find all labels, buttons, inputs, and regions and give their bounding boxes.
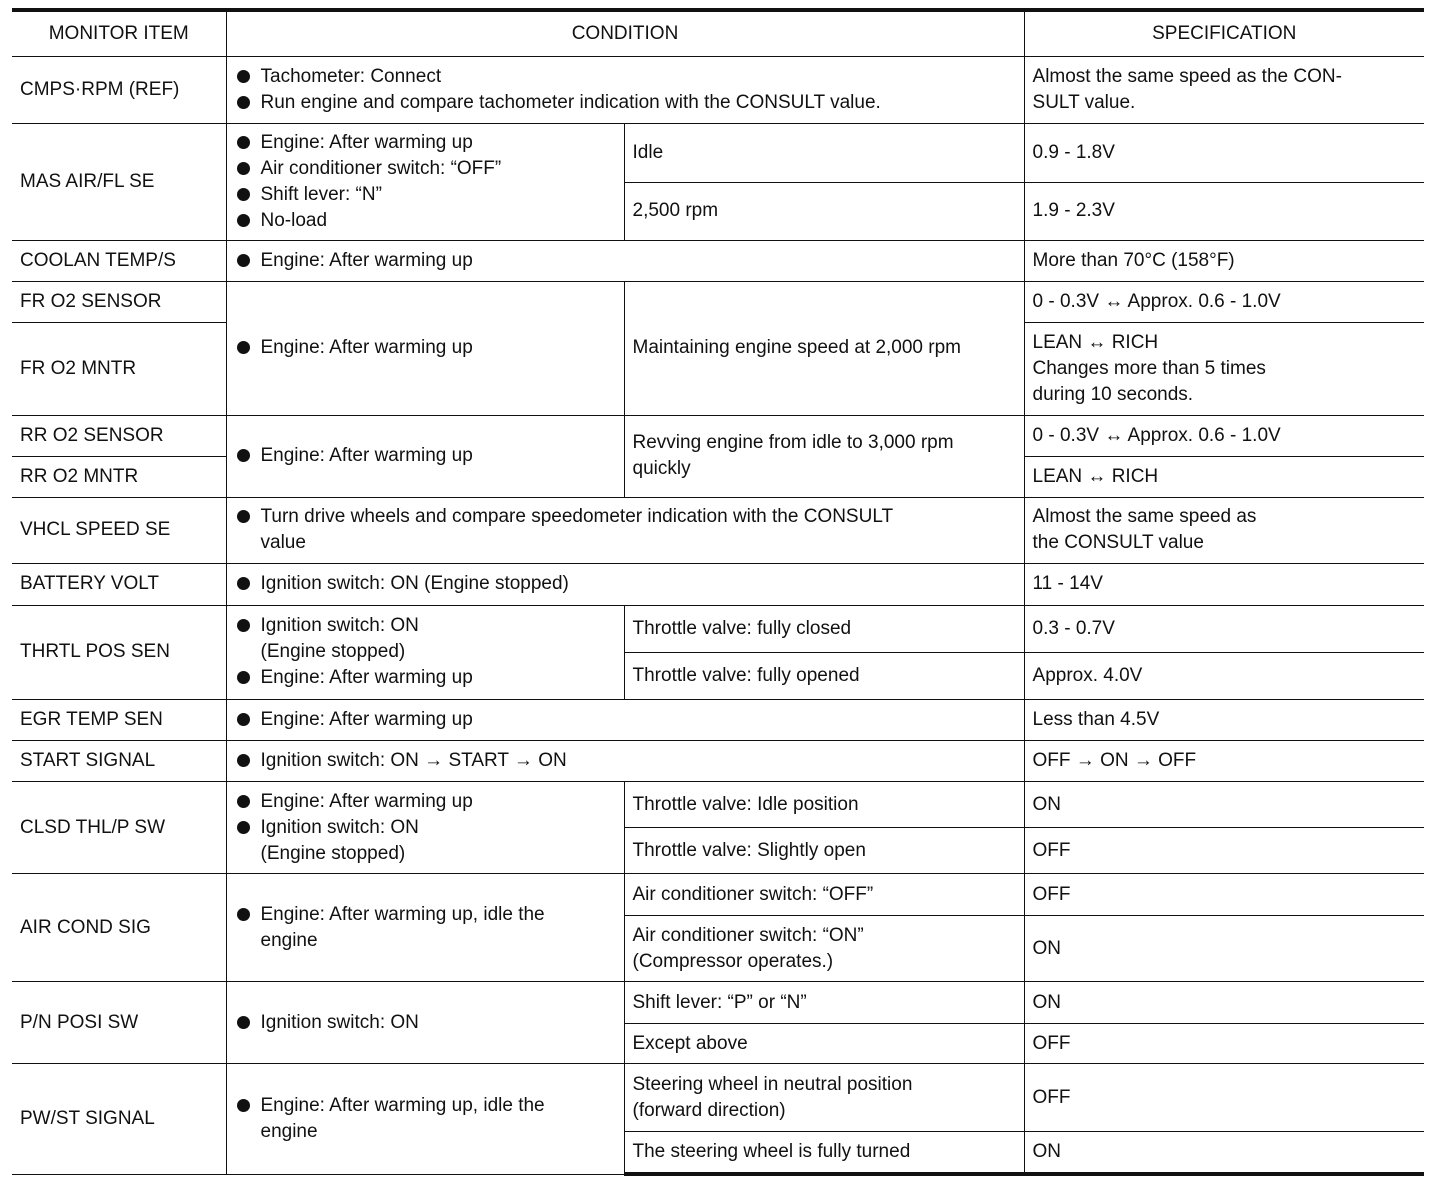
condition-bullet: Engine: After warming up, idle the engine — [235, 1093, 616, 1145]
spec-cell: 0.9 - 1.8V — [1024, 123, 1424, 182]
monitor-item-cell: START SIGNAL — [12, 741, 226, 782]
condition-bullet: Engine: After warming up — [235, 248, 1016, 274]
monitor-item-cell: FR O2 MNTR — [12, 322, 226, 415]
spec-cell: More than 70°C (158°F) — [1024, 240, 1424, 281]
sub-condition-cell: Revving engine from idle to 3,000 rpm quickly — [624, 415, 1024, 497]
spec-cell: 1.9 - 2.3V — [1024, 182, 1424, 240]
header-specification: SPECIFICATION — [1024, 10, 1424, 56]
sub-condition-cell: Shift lever: “P” or “N” — [624, 982, 1024, 1024]
condition-cell — [226, 497, 1024, 563]
monitor-item-cell: RR O2 SENSOR — [12, 415, 226, 456]
condition-bullet: Engine: After warming up, idle the engine — [235, 902, 616, 954]
condition-cell — [226, 123, 624, 240]
monitor-item-cell: PW/ST SIGNAL — [12, 1064, 226, 1174]
condition-bullet: Engine: After warming up — [235, 707, 1016, 733]
sub-condition-cell: Throttle valve: Idle position — [624, 782, 1024, 828]
condition-bullet: Ignition switch: ON → START → ON — [235, 748, 1016, 774]
condition-cell — [226, 240, 1024, 281]
sub-condition-cell: Throttle valve: Slightly open — [624, 828, 1024, 874]
condition-cell — [226, 782, 624, 874]
spec-cell: OFF — [1024, 828, 1424, 874]
header-row — [12, 10, 1424, 56]
condition-bullet: Engine: After warming up — [235, 665, 616, 691]
monitor-item-cell: BATTERY VOLT — [12, 563, 226, 605]
spec-cell: Approx. 4.0V — [1024, 652, 1424, 699]
spec-cell: OFF — [1024, 874, 1424, 916]
condition-bullet: Turn drive wheels and compare speedometer indication with the CONSULT value — [235, 504, 1016, 556]
condition-cell — [226, 982, 624, 1064]
monitor-item-cell: THRTL POS SEN — [12, 605, 226, 699]
table-row — [12, 123, 1424, 182]
spec-cell: LEAN ↔ RICH Changes more than 5 times during 10 seconds. — [1024, 322, 1424, 415]
monitor-item-cell: VHCL SPEED SE — [12, 497, 226, 563]
sub-condition-cell: Throttle valve: fully closed — [624, 605, 1024, 652]
condition-bullet: Ignition switch: ON (Engine stopped) — [235, 815, 616, 867]
condition-bullet: Air conditioner switch: “OFF” — [235, 156, 616, 182]
condition-bullet: Engine: After warming up — [235, 443, 616, 469]
monitor-item-cell: CLSD THL/P SW — [12, 782, 226, 874]
spec-cell: ON — [1024, 1132, 1424, 1174]
condition-bullet: No-load — [235, 208, 616, 234]
condition-bullet: Engine: After warming up — [235, 335, 616, 361]
spec-cell: OFF — [1024, 1024, 1424, 1064]
monitor-item-cell: MAS AIR/FL SE — [12, 123, 226, 240]
table-row — [12, 415, 1424, 456]
condition-bullet: Ignition switch: ON — [235, 1010, 616, 1036]
spec-cell: 11 - 14V — [1024, 563, 1424, 605]
monitor-spec-table — [12, 8, 1424, 1176]
condition-bullet: Shift lever: “N” — [235, 182, 616, 208]
spec-cell: Almost the same speed as the CON- SULT value. — [1024, 56, 1424, 123]
spec-cell: Less than 4.5V — [1024, 700, 1424, 741]
condition-cell — [226, 1064, 624, 1174]
sub-condition-cell: Except above — [624, 1024, 1024, 1064]
sub-condition-cell: Air conditioner switch: “OFF” — [624, 874, 1024, 916]
condition-cell — [226, 415, 624, 497]
spec-cell: 0 - 0.3V ↔ Approx. 0.6 - 1.0V — [1024, 281, 1424, 322]
condition-cell — [226, 605, 624, 699]
table-row — [12, 782, 1424, 828]
spec-cell: ON — [1024, 782, 1424, 828]
condition-bullet: Engine: After warming up — [235, 789, 616, 815]
condition-cell — [226, 700, 1024, 741]
condition-bullet: Ignition switch: ON (Engine stopped) — [235, 571, 1016, 597]
monitor-item-cell: P/N POSI SW — [12, 982, 226, 1064]
table-row — [12, 240, 1424, 281]
spec-cell: Almost the same speed as the CONSULT value — [1024, 497, 1424, 563]
monitor-item-cell: COOLAN TEMP/S — [12, 240, 226, 281]
header-condition: CONDITION — [226, 10, 1024, 56]
monitor-item-cell: RR O2 MNTR — [12, 456, 226, 497]
condition-cell — [226, 741, 1024, 782]
table-row — [12, 874, 1424, 916]
condition-bullet: Run engine and compare tachometer indication with the CONSULT value. — [235, 90, 1016, 116]
condition-bullet: Tachometer: Connect — [235, 64, 1016, 90]
table-row — [12, 982, 1424, 1024]
spec-cell: LEAN ↔ RICH — [1024, 456, 1424, 497]
table-row — [12, 497, 1424, 563]
table-row — [12, 281, 1424, 322]
condition-bullet: Engine: After warming up — [235, 130, 616, 156]
condition-cell — [226, 56, 1024, 123]
condition-bullet: Ignition switch: ON (Engine stopped) — [235, 613, 616, 665]
sub-condition-cell: 2,500 rpm — [624, 182, 1024, 240]
table-row — [12, 605, 1424, 652]
monitor-item-cell: FR O2 SENSOR — [12, 281, 226, 322]
spec-cell: OFF → ON → OFF — [1024, 741, 1424, 782]
spec-cell: OFF — [1024, 1064, 1424, 1132]
sub-condition-cell: The steering wheel is fully turned — [624, 1132, 1024, 1174]
table-row — [12, 1064, 1424, 1132]
condition-cell — [226, 281, 624, 415]
header-monitor-item: MONITOR ITEM — [12, 10, 226, 56]
sub-condition-cell: Idle — [624, 123, 1024, 182]
table-row — [12, 56, 1424, 123]
sub-condition-cell: Maintaining engine speed at 2,000 rpm — [624, 281, 1024, 415]
sub-condition-cell: Throttle valve: fully opened — [624, 652, 1024, 699]
monitor-item-cell: EGR TEMP SEN — [12, 700, 226, 741]
spec-cell: ON — [1024, 982, 1424, 1024]
sub-condition-cell: Air conditioner switch: “ON” (Compressor operates.) — [624, 916, 1024, 982]
spec-cell: ON — [1024, 916, 1424, 982]
table-row — [12, 741, 1424, 782]
monitor-item-cell: AIR COND SIG — [12, 874, 226, 982]
table-row — [12, 700, 1424, 741]
monitor-item-cell: CMPS·RPM (REF) — [12, 56, 226, 123]
table-row — [12, 563, 1424, 605]
spec-cell: 0.3 - 0.7V — [1024, 605, 1424, 652]
sub-condition-cell: Steering wheel in neutral position (forward direction) — [624, 1064, 1024, 1132]
condition-cell — [226, 563, 1024, 605]
condition-cell — [226, 874, 624, 982]
spec-cell: 0 - 0.3V ↔ Approx. 0.6 - 1.0V — [1024, 415, 1424, 456]
